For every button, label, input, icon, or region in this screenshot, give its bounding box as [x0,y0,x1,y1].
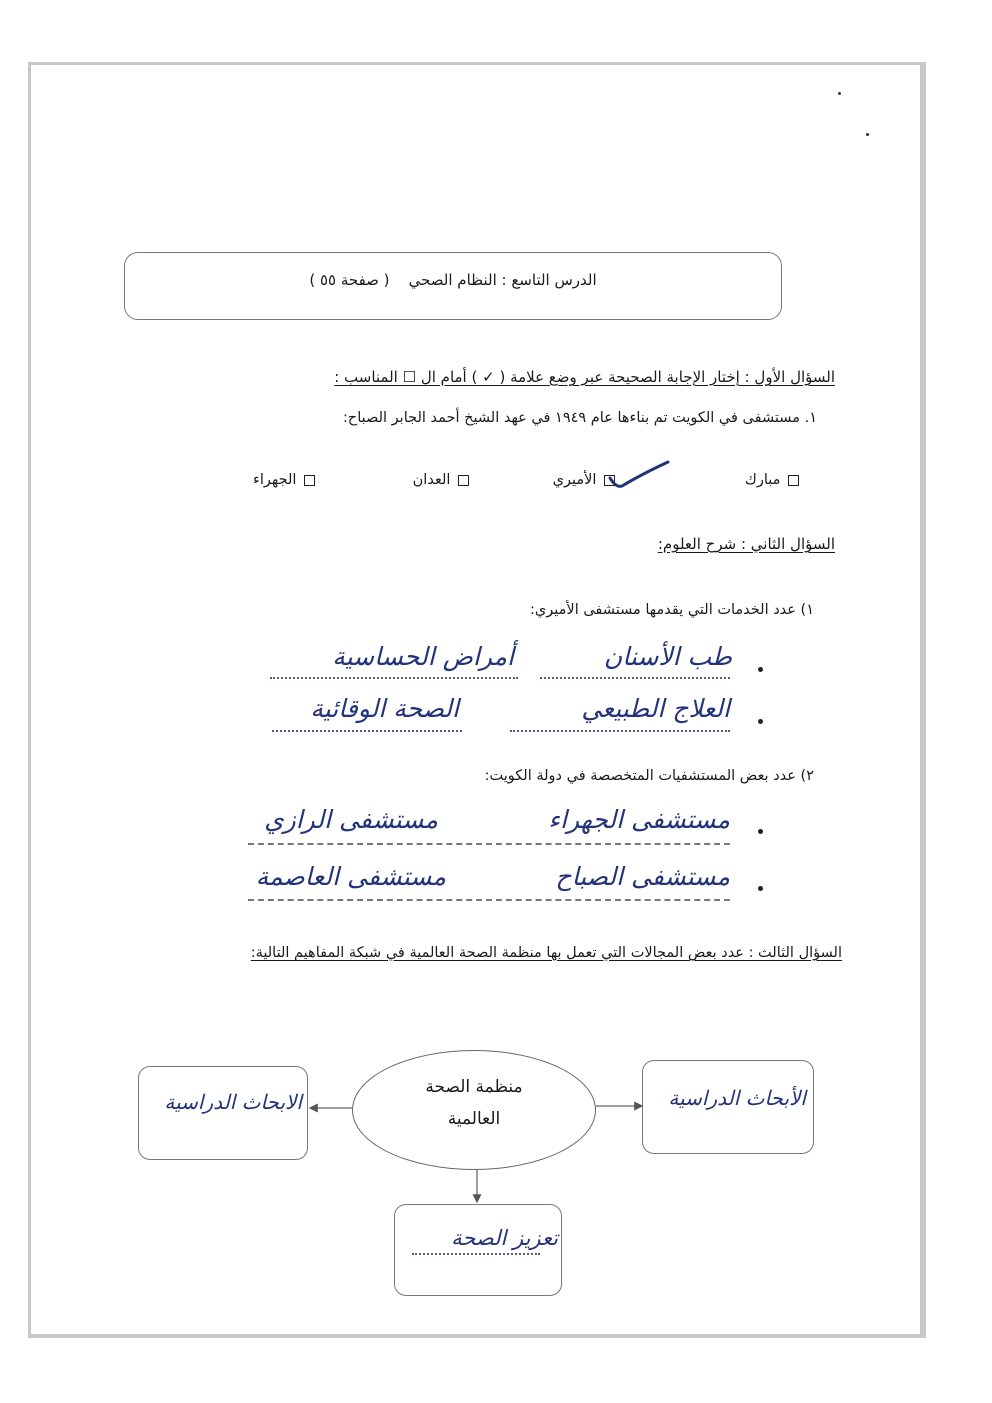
concept-left-answer: الابحاث الدراسية [164,1090,302,1114]
answer-capital-hospital: مستشفى العاصمة [255,862,446,891]
concept-right-answer: الأبحاث الدراسية [668,1086,806,1110]
q1-question: ١. مستشفى في الكويت تم بناءها عام ١٩٤٩ في عهد الشيخ أحمد الجابر الصباح: [343,410,817,426]
option-label: مبارك [744,472,781,488]
concept-bottom-answer: تعزيز الصحة [451,1226,558,1250]
option-label: الأميري [552,472,597,488]
answer-preventive: الصحة الوقائية [310,694,459,723]
concept-center-line2: العالمية [447,1109,501,1129]
answer-sabah-hospital: مستشفى الصباح [555,862,730,891]
lesson-title: الدرس التاسع : النظام الصحي [408,271,597,289]
option-label: العدان [412,472,451,488]
q1-heading: السؤال الأول : إختار الإجابة الصحيحة عبر وضع علامة ( ✓ ) أمام ال ☐ المناسب : [334,368,835,386]
q2-item1: ١) عدد الخدمات التي يقدمها مستشفى الأميري: [530,602,814,618]
q3-heading: السؤال الثالث : عدد بعض المجالات التي تعمل بها منظمة الصحة العالمية في شبكة المفاهيم التالية: [250,945,842,961]
answer-allergy: أمراض الحساسية [332,642,514,671]
answer-dental: طب الأسنان [603,642,732,671]
option-label: الجهراء [253,472,297,488]
answer-physio: العلاج الطبيعي [581,694,730,723]
concept-center-line1: منظمة الصحة [425,1077,523,1097]
page-reference: ( صفحة ٥٥ ) [309,271,390,289]
answer-jahra-hospital: مستشفى الجهراء [548,805,730,834]
q2-heading: السؤال الثاني : شرح العلوم: [657,535,835,553]
answer-razi-hospital: مستشفى الرازي [264,805,438,834]
q2-item2: ٢) عدد بعض المستشفيات المتخصصة في دولة الكويت: [484,768,814,784]
